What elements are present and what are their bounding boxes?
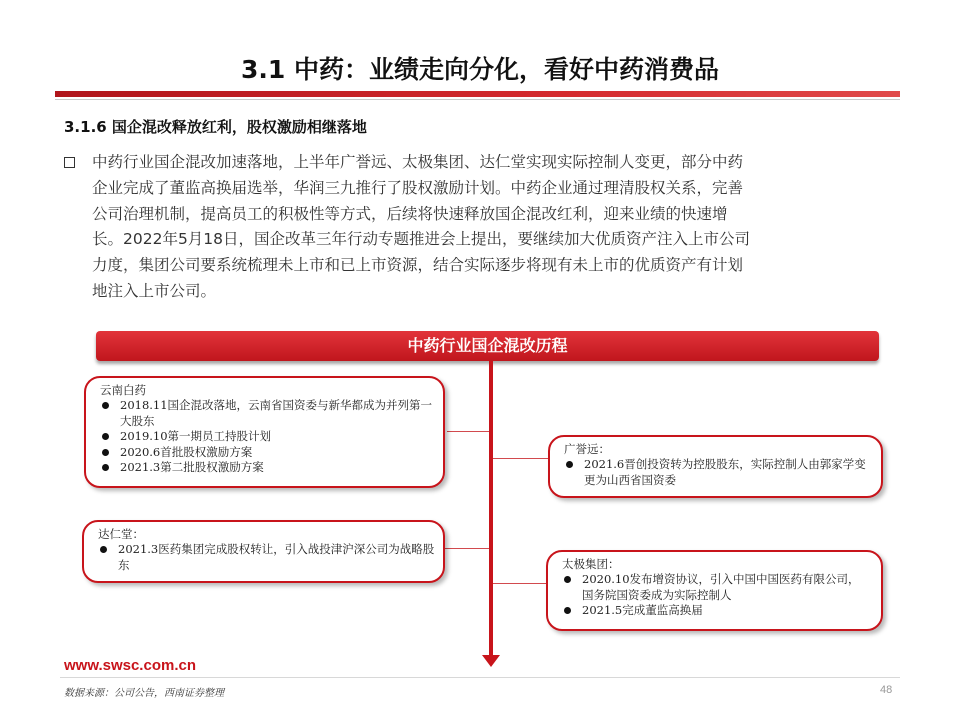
list-item: 2021.3第二批股权激励方案: [100, 460, 433, 476]
bullet-dot-icon: [100, 546, 107, 553]
paragraph-line: 地注入上市公司。: [92, 281, 217, 300]
body-paragraph: [92, 150, 892, 305]
bullet-dot-icon: [102, 464, 109, 471]
bullet-dot-icon: [564, 576, 571, 583]
timeline-banner: 中药行业国企混改历程: [96, 331, 879, 361]
list-item: 2021.3医药集团完成股权转让，引入战投津沪深公司为战略股东: [98, 542, 433, 573]
card-heading: 达仁堂：: [98, 527, 144, 541]
paragraph-line: 长。2022年5月18日，国企改革三年行动专题推进会上提出，要继续加大优质资产注入上市公司: [92, 230, 751, 249]
connector-line: [447, 431, 489, 432]
list-item: 2019.10第一期员工持股计划: [100, 429, 433, 445]
list-item: 2021.5完成董监高换届: [562, 603, 871, 619]
paragraph-line: 力度，集团公司要系统梳理未上市和已上市资源，结合实际逐步将现有未上市的优质资产有计划: [92, 256, 744, 275]
card-item-list: [98, 542, 433, 573]
bullet-dot-icon: [102, 402, 109, 409]
bullet-dot-icon: [566, 461, 573, 468]
card-heading: 云南白药: [100, 383, 146, 397]
list-item: 2020.6首批股权激励方案: [100, 445, 433, 461]
paragraph-line: 公司治理机制，提高员工的积极性等方式，后续将快速释放国企混改红利，迎来业绩的快速增: [92, 204, 728, 223]
card-item-list: [100, 398, 433, 476]
card-darentang: [82, 520, 445, 583]
card-heading: 广誉远：: [564, 442, 610, 456]
bullet-dot-icon: [564, 607, 571, 614]
footer-divider: [60, 677, 900, 678]
list-item: 2018.11国企混改落地，云南省国资委与新华都成为并列第一大股东: [100, 398, 433, 429]
paragraph-line: 中药行业国企混改加速落地，上半年广誉远、太极集团、达仁堂实现实际控制人变更，部分中药: [92, 153, 744, 171]
list-item: 2021.6晋创投资转为控股股东，实际控制人由郭家学变更为山西省国资委: [564, 457, 871, 488]
section-subheading: 3.1.6 国企混改释放红利，股权激励相继落地: [64, 118, 367, 136]
page-number: 48: [880, 684, 893, 696]
bullet-dot-icon: [102, 433, 109, 440]
card-heading: 太极集团：: [562, 557, 620, 571]
paragraph-line: 企业完成了董监高换届选举，华润三九推行了股权激励计划。中药企业通过理清股权关系，完善: [92, 178, 744, 197]
list-item: 2020.10发布增资协议，引入中国中国医药有限公司，国务院国资委成为实际控制人: [562, 572, 871, 603]
website-link[interactable]: www.swsc.com.cn: [64, 657, 196, 674]
card-item-list: [564, 457, 871, 488]
card-taiji-group: [546, 550, 883, 631]
title-divider: [55, 91, 900, 97]
connector-line: [493, 583, 546, 584]
title-divider-shadow: [55, 99, 900, 100]
card-yunnan-baiyao: [84, 376, 445, 488]
connector-line: [493, 458, 548, 459]
card-item-list: [562, 572, 871, 619]
slide-title: 3.1 中药：业绩走向分化，看好中药消费品: [241, 55, 719, 84]
bullet-dot-icon: [102, 449, 109, 456]
timeline-axis: [489, 361, 493, 656]
card-guangyuyuan: [548, 435, 883, 498]
square-bullet-icon: [64, 157, 75, 168]
data-source-note: 数据来源：公司公告，西南证券整理: [64, 688, 224, 699]
connector-line: [445, 548, 489, 549]
timeline-arrow-icon: [482, 655, 500, 667]
